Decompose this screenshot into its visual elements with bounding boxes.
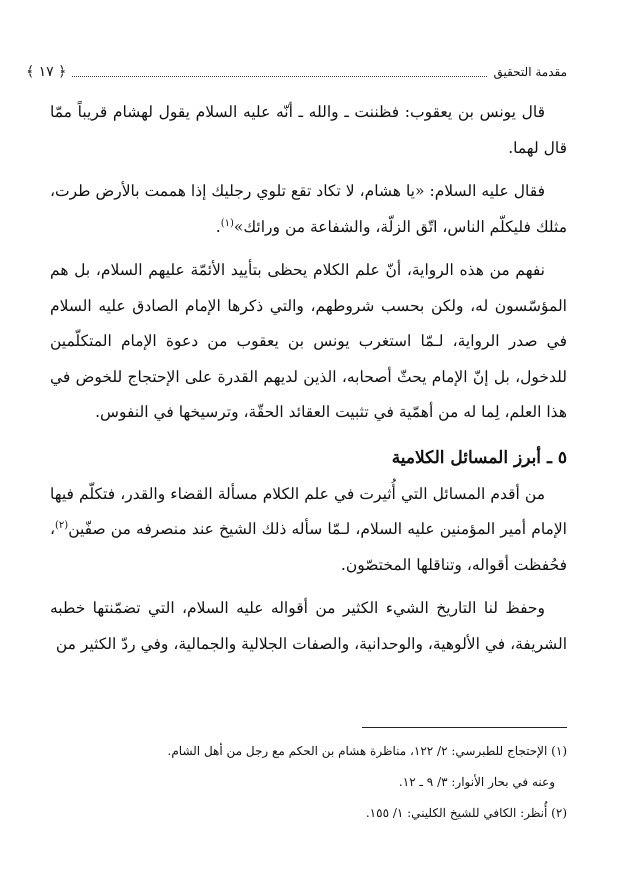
footnotes <box>50 736 567 829</box>
paragraph-text: ، فحُفظت أقواله، وتناقلها المختصّون. <box>50 520 567 574</box>
footnote: (٢) أُنظر: الكافي للشيخ الكليني: ١/ ١٥٥. <box>365 806 567 820</box>
footnote: (١) الإحتجاج للطبرسي: ٢/ ١٢٢، مناظرة هشام بن الحكم مع رجل من أهل الشام. <box>167 744 567 758</box>
footnote-separator <box>362 727 567 728</box>
paragraph <box>50 253 567 431</box>
paragraph-text: فقال عليه السلام: «يا هشام، لا تكاد تقع تلوي رجليك إذا هممت بالأرض طرت، مثلك فليكلّم الناس، اتّق الزلّة، والشفاعة من ورائك» <box>50 182 567 236</box>
paragraph <box>50 95 567 166</box>
paragraph-text: نفهم من هذه الرواية، أنّ علم الكلام يحظى بتأييد الأئمّة عليهم السلام، بل هم المؤسّسون له، ولكن بحسب شروطهم، والتي ذكرها الإمام الصادق عليه السلام في صدر الرواية، لـمّا استغرب يونس بن يعقوب من دعوة الإمام المتكلّمين للدخول، بل إنّ الإمام يحثّ أصحابه، الذين لديهم القدرة على الإحتجاج للخوض في هذا العلم، لِما له من أهمّية في تثبيت العقائد الحقّة، وترسيخها في النفوس. <box>50 261 567 421</box>
main-text <box>50 95 567 670</box>
footnote-ref[interactable]: (٢) <box>55 519 69 531</box>
footnote: وعنه في بحار الأنوار: ٣/ ٩ ـ ١٢. <box>398 775 555 789</box>
paragraph-text: من أقدم المسائل التي أُثيرت في علم الكلام مسألة القضاء والقدر، فتكلّم فيها الإمام أمير المؤمنين عليه السلام، لـمّا سأله ذلك الشيخ عند منصرفه من صفّين <box>50 484 567 538</box>
paragraph <box>50 591 567 662</box>
running-title: مقدمة التحقيق <box>493 65 567 79</box>
paragraph: فقال عليه السلام: «يا هشام، لا تكاد تقع تلوي رجليك إذا هممت بالأرض طرت، مثلك فليكلّم الناس، اتّق الزلّة، والشفاعة من ورائك»$^{(١)}$. <box>50 182 567 236</box>
page-header <box>26 62 567 82</box>
footnote-ref[interactable]: (١) <box>220 217 234 229</box>
paragraph-text: قال يونس بن يعقوب: فظننت ـ والله ـ أنّه عليه السلام يقول لهشام قريباً ممّا قال لهما. <box>50 103 567 157</box>
leader-dots <box>72 76 487 77</box>
page-number: ﴿ ١٧ ﴾ <box>26 64 67 80</box>
paragraph <box>50 477 567 584</box>
section-heading: ٥ ـ أبرز المسائل الكلامية <box>391 447 567 468</box>
paragraph-text: وحفظ لنا التاريخ الشيء الكثير من أقواله عليه السلام، التي تضمّنتها خطبه الشريفة، في الألوهية، والوحدانية، والصفات الجلالية والجمالية، وفي ردّ الكثير من <box>50 599 567 653</box>
